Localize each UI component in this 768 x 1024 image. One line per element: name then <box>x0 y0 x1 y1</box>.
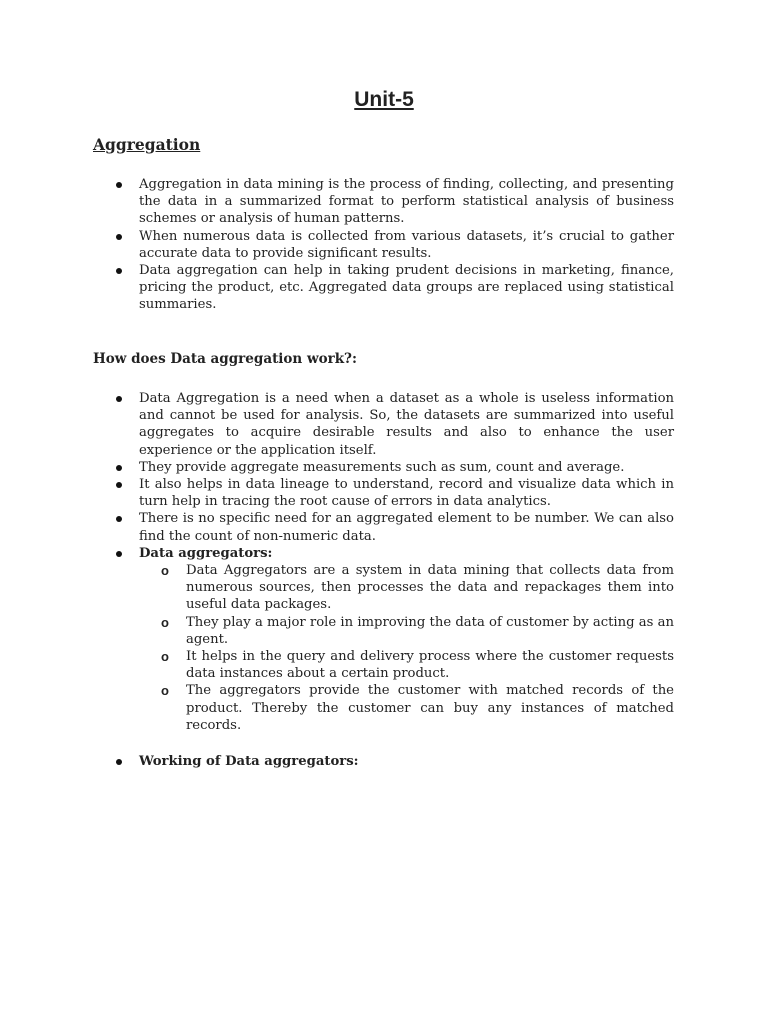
list-item: They provide aggregate measurements such as sum, count and average. <box>139 459 674 476</box>
list-item: Data aggregation can help in taking prudent decisions in marketing, finance, pricing the product, etc. Aggregated data groups are replaced using statistical summaries. <box>139 263 674 313</box>
how-it-works-bullet-list <box>139 390 674 734</box>
sub-list-text: Data Aggregators are a system in data mining that collects data from numerous sources, then processes the data and repackages them into useful data packages. <box>186 563 674 613</box>
working-bullet-list <box>139 753 674 770</box>
sub-list-item <box>161 614 674 648</box>
list-item: Data Aggregation is a need when a dataset as a whole is useless information and cannot be used for analysis. So, the datasets are summarized into useful aggregates to acquire desirable results and also to enhance the user experience or the application itself. <box>139 391 674 458</box>
data-aggregators-label: Data aggregators: <box>139 545 273 561</box>
circle-bullet-marker: o <box>161 614 169 630</box>
sub-list-text: They play a major role in improving the data of customer by acting as an agent. <box>186 614 674 647</box>
list-item: There is no specific need for an aggregated element to be number. We can also find the count of non-numeric data. <box>139 511 674 544</box>
aggregation-heading: Aggregation <box>93 135 201 154</box>
list-item: Aggregation in data mining is the process of finding, collecting, and presenting the data in a summarized format to perform statistical analysis of business schemes or analysis of human patterns. <box>139 177 674 227</box>
aggregation-bullet-list <box>139 176 674 314</box>
circle-bullet-marker: o <box>161 683 169 699</box>
circle-bullet-marker: o <box>161 563 169 579</box>
data-aggregators-sublist <box>161 562 674 734</box>
page-title: Unit-5 <box>354 88 414 111</box>
working-of-aggregators-item: Working of Data aggregators: <box>139 753 674 770</box>
sub-list-text: It helps in the query and delivery process where the customer requests data instances about a certain product. <box>186 649 674 682</box>
list-item: When numerous data is collected from various datasets, it’s crucial to gather accurate data to provide significant results. <box>139 228 674 261</box>
sub-list-item <box>161 682 674 734</box>
circle-bullet-marker: o <box>161 649 169 665</box>
sub-list-item <box>161 648 674 682</box>
sub-list-text: The aggregators provide the customer with matched records of the product. Thereby the customer can buy any instances of matched records. <box>186 683 674 733</box>
how-aggregation-works-heading: How does Data aggregation work?: <box>93 351 357 367</box>
data-aggregators-item <box>139 545 674 734</box>
sub-list-item <box>161 562 674 614</box>
list-item: It also helps in data lineage to understand, record and visualize data which in turn help in tracing the root cause of errors in data analytics. <box>139 477 674 510</box>
